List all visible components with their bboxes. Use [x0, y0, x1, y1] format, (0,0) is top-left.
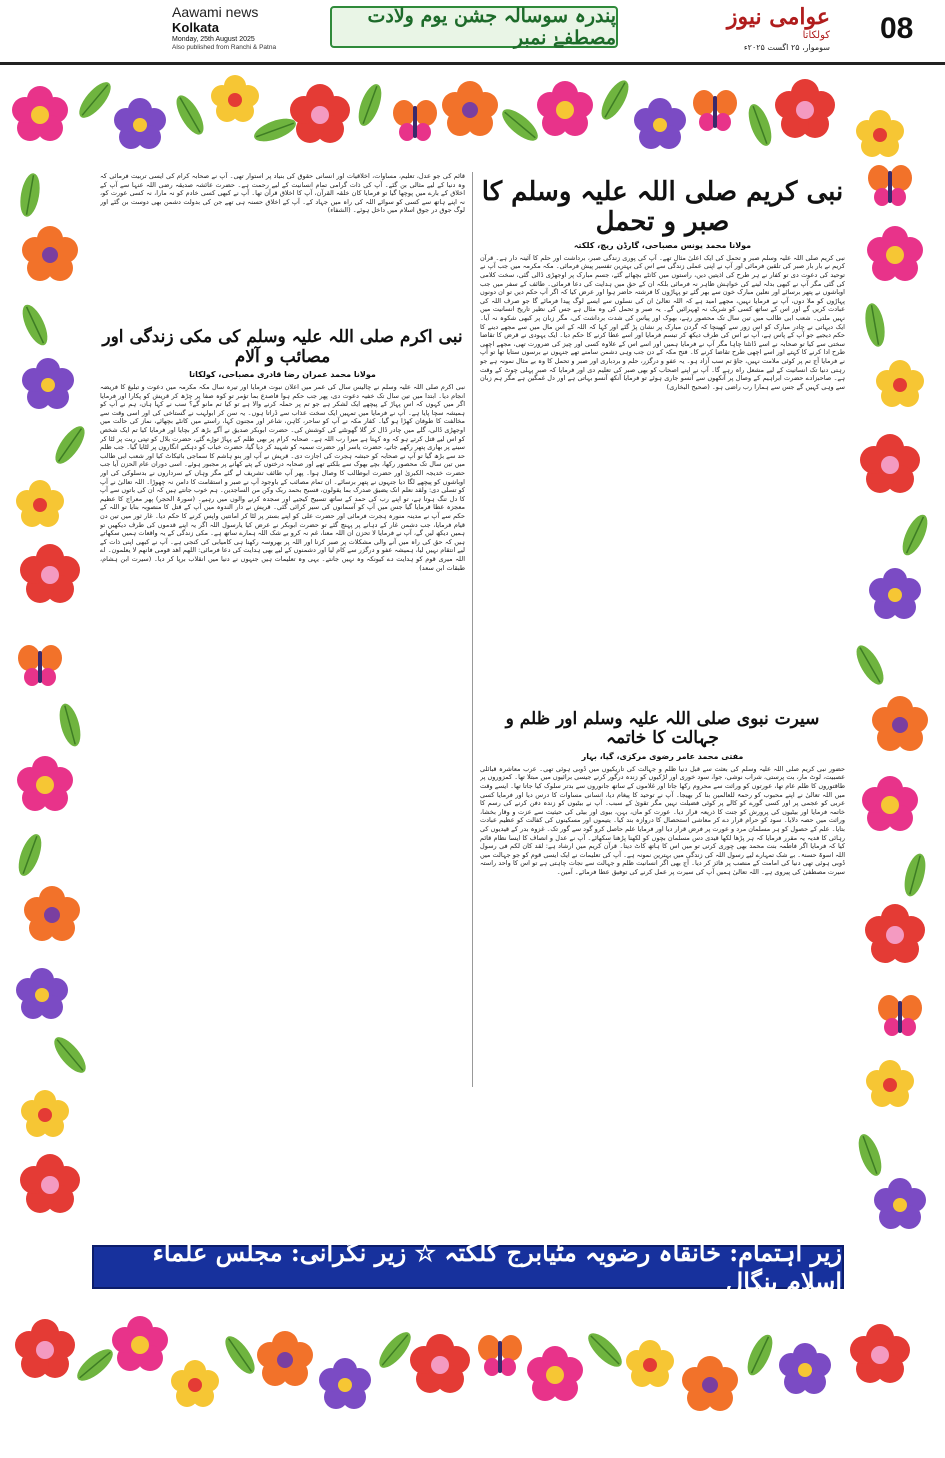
article-seerah-justice-headline: سیرت نبوی صلی اللہ علیہ وسلم اور ظلم و جہالت کا خاتمہ — [505, 708, 820, 749]
newspaper-logo-title: عوامی نیوز — [726, 4, 830, 30]
sponsor-strip — [92, 1238, 844, 1296]
masthead-edition-block — [172, 4, 322, 52]
article-patience-headline: نبی کریم صلی اللہ علیہ وسلم کا صبر و تحمل — [481, 177, 844, 237]
column-divider — [472, 172, 473, 1087]
newspaper-logo — [690, 4, 830, 54]
special-issue-banner: پندرہ سوسالہ جشن یوم ولادت مصطفےٰ نمبر — [330, 6, 618, 48]
article-makki-life-byline: مولانا محمد عمران رضا قادری مصباحی، کولکاتا — [189, 370, 376, 380]
right-column — [480, 172, 845, 1087]
sponsor-strip-text: زیر اہتمام: خانقاہ رضویہ مٹیابرج کلکتہ ☆ زیر نگرانی: مجلس علماء اسلام بنگال — [152, 1238, 842, 1296]
newspaper-logo-city: کولکاتا — [802, 30, 830, 41]
article-patience-body: نبی کریم صلی اللہ علیہ وسلم صبر و تحمل کی ایک اعلیٰ مثال تھے۔ آپ کی پوری زندگی صبر، برداشت اور حلم کا آئینہ دار ہے۔ قرآن کریم نے بار بار صبر کی تلقین فرمائی اور آپ نے اپنی عملی زندگی سے اس کی بہترین تفسیر پیش فرمائی۔ مکہ مکرمہ میں جب آپ نے توحید کی دعوت دی تو کفار نے ہر طرح کی اذیتیں دیں، راستوں میں کانٹے بچھائے گئے، جسم مبارک پر اوجھڑی ڈالی گئی، سخت کلامی کی گئی مگر آپ نے کبھی بدلہ لینے کی خواہش ظاہر نہ فرمائی بلکہ ان کے حق میں ہدایت کی دعا فرمائی۔ طائف کے سفر میں جب اوباشوں نے پتھر برسائے اور نعلین مبارک خون سے بھر گئے تو پہاڑوں کا فرشتہ حاضر ہوا اور عرض کیا کہ اگر آپ حکم دیں تو ان دونوں پہاڑوں کو ملا دوں، آپ نے فرمایا نہیں، مجھے امید ہے کہ اللہ تعالیٰ ان کی نسلوں سے ایسے لوگ پیدا فرمائے گا جو صرف اللہ کی عبادت کریں گے اور اس کے ساتھ کسی کو شریک نہ ٹھہرائیں گے۔ یہ صبر و تحمل کی وہ مثال ہے جس کی نظیر تاریخ انسانیت میں نہیں ملتی۔ شعب ابی طالب میں تین سال تک محصور رہے، بھوک اور پیاس کی شدت برداشت کی، مگر زبان پر کبھی شکوہ نہ آیا۔ ایک دیہاتی نے چادر مبارک کو اس زور سے کھینچا کہ گردن مبارک پر نشان پڑ گئے اور کہا کہ اللہ کے اس مال میں سے مجھے دینے کا حکم دیجیے جو آپ کے پاس ہے، آپ نے اس کی طرف دیکھ کر تبسم فرمایا اور اسے عطا کرنے کا حکم دیا۔ ایک یہودی نے قرض کا تقاضا سختی سے کیا تو صحابہ نے اسے ڈانٹنا چاہا مگر آپ نے فرمایا ہمیں اور اسے اس کے علاوہ کسی اور چیز کی ضرورت تھی، مجھے اچھی طرح ادا کرنے کا کہتے اور اسے اچھی طرح تقاضا کرنے کا۔ فتح مکہ کے دن جب وہی دشمن سامنے تھے جنہوں نے برسوں ستایا تھا تو آپ نے فرمایا آج تم پر کوئی ملامت نہیں، جاؤ تم سب آزاد ہو۔ یہ عفو و درگزر، حلم و بردباری اور صبر و تحمل کا وہ بے مثال نمونہ ہے جو رہتی دنیا تک انسانیت کے لیے مشعل راہ رہے گا۔ آپ نے اپنے اصحاب کو بھی صبر کی تعلیم دی اور فرمایا کہ صبر پہلی چوٹ کے وقت ہے۔ صاحبزادے حضرت ابراہیم کے وصال پر آنکھوں سے آنسو جاری ہوئے تو فرمایا آنکھ آنسو بہاتی ہے اور دل غمگین ہے مگر ہم زبان سے وہی کہیں گے جس سے ہمارا رب راضی ہو۔ (صحیح البخاری) — [480, 253, 845, 391]
article-area — [100, 172, 845, 1087]
article-seerah-justice-byline: مفتی محمد عامر رضوی مرکزی، گیا، بہار — [581, 751, 744, 761]
article-makki-life-body: نبی اکرم صلی اللہ علیہ وسلم نے چالیس سال کی عمر میں اعلان نبوت فرمایا اور تیرہ سال مکہ مکرمہ میں دعوت و تبلیغ کا فریضہ انجام دیا۔ ابتدا میں تین سال تک خفیہ دعوت دی، پھر جب حکم ہوا فاصدع بما تؤمر تو کوہ صفا پر چڑھ کر قریش کو پکارا اور فرمایا اگر میں کہوں کہ اس پہاڑ کے پیچھے ایک لشکر ہے جو تم پر حملہ کرنے والا ہے تو کیا تم مانو گے؟ سب نے کہا ہاں، ہم نے آپ کو ہمیشہ سچا پایا ہے۔ آپ نے فرمایا میں تمہیں ایک سخت عذاب سے ڈراتا ہوں۔ یہ سن کر ابولہب نے گستاخی کی اور اسی وقت سے مخالفت کا طوفان کھڑا ہو گیا۔ کفار مکہ نے آپ کو ساحر، کاہن، شاعر اور مجنون کہا، راستے میں کانٹے بچھائے، نماز کی حالت میں اوجھڑی ڈالی، گلے میں چادر ڈال کر گلا گھونٹنے کی کوشش کی۔ حضرت ابوبکر صدیق نے آگے بڑھ کر بچایا اور فرمایا کیا تم ایک شخص کو اس لیے قتل کرتے ہو کہ وہ کہتا ہے میرا رب اللہ ہے۔ صحابہ کرام پر بھی ظلم کے پہاڑ توڑے گئے، حضرت بلال کو تپتی ریت پر لٹا کر سینے پر بھاری پتھر رکھے جاتے، حضرت یاسر اور حضرت سمیہ کو شہید کر دیا گیا، حضرت خباب کو دہکتے انگاروں پر لٹایا گیا۔ جب ظلم حد سے بڑھ گیا تو آپ نے صحابہ کو حبشہ ہجرت کی اجازت دی۔ قریش نے آپ اور بنو ہاشم کا سماجی بائیکاٹ کیا اور شعب ابی طالب میں تین سال تک محصور رکھا، بچے بھوک سے بلکتے تھے اور صحابہ درختوں کے پتے کھانے پر مجبور ہوئے۔ اسی دوران عام الحزن آیا جب حضرت خدیجہ الکبریٰ اور حضرت ابوطالب کا وصال ہوا۔ پھر آپ طائف تشریف لے گئے مگر وہاں کے سرداروں نے بدسلوکی کی اور اوباشوں کو پیچھے لگا دیا جنہوں نے پتھر برسائے۔ ان تمام مصائب کے باوجود آپ نے صبر و استقامت کا دامن نہ چھوڑا۔ اللہ تعالیٰ نے آپ کو تسلی دی: ولقد نعلم انک یضیق صدرک بما یقولون، فسبح بحمد ربک وکن من الساجدین۔ ہم خوب جانتے ہیں کہ ان کی باتوں سے آپ کا دل تنگ ہوتا ہے، تو اپنے رب کی حمد کے ساتھ تسبیح کیجیے اور سجدہ کرنے والوں میں رہیے۔ (سورۃ الحجر) پھر معراج کا عظیم معجزہ عطا فرمایا گیا جس میں آپ کو آسمانوں کی سیر کرائی گئی۔ قریش نے دار الندوہ میں آپ کے قتل کا منصوبہ بنایا تو اللہ کے حکم سے آپ نے مدینہ منورہ ہجرت فرمائی اور حضرت علی کو اپنے بستر پر لٹا کر امانتیں واپس کرنے کا حکم دیا۔ غار ثور میں تین دن قیام فرمایا، جب دشمن غار کے دہانے پر پہنچ گئے تو حضرت ابوبکر نے عرض کیا یارسول اللہ اگر یہ اپنے قدموں کی طرف دیکھیں تو ہمیں دیکھ لیں گے، آپ نے فرمایا لا تحزن ان اللہ معنا، غم نہ کرو بے شک اللہ ہمارے ساتھ ہے۔ مکی زندگی کے یہ واقعات ہمیں سکھاتے ہیں کہ حق کی راہ میں آنے والی مشکلات پر صبر کرنا اور اللہ پر بھروسہ رکھنا ہی کامیابی کی کنجی ہے۔ آپ نے کبھی اپنی ذات کے لیے انتقام نہیں لیا، ہمیشہ عفو و درگزر سے کام لیا اور دشمنوں کے لیے بھی ہدایت کی دعا فرمائی: اللھم اھد قومی فانھم لا یعلمون۔ اے اللہ میری قوم کو ہدایت دے کیونکہ وہ نہیں جانتے۔ یہی وہ تعلیمات ہیں جنہوں نے دنیا میں انقلاب برپا کر دیا۔ (سیرت ابن ہشام، طبقات ابن سعد) — [100, 383, 465, 572]
left-column — [100, 172, 465, 1087]
masthead-brand: Aawami news — [172, 4, 259, 20]
article-seerah-justice — [480, 710, 845, 1145]
article-patience — [480, 178, 845, 704]
page-number: 08 — [880, 12, 914, 45]
masthead-also-published: Also published from Ranchi & Patna — [172, 44, 277, 51]
masthead — [0, 0, 945, 62]
masthead-city: Kolkata — [172, 20, 219, 35]
article-makki-life — [100, 328, 465, 1073]
newspaper-urdu-date: سوموار، ۲۵ اگست ۲۰۲۵ء — [743, 43, 830, 52]
article-makki-life-headline: نبی اکرم صلی اللہ علیہ وسلم کی مکی زندگی اور مصائب و آلام — [102, 327, 463, 367]
article-intro-continuation: قائم کی جو عدل، تعلیم، مساوات، اخلاقیات اور انسانی حقوق کی بنیاد پر استوار تھی۔ آپ نے صحابہ کرام کی ایسی تربیت فرمائی کہ وہ دنیا کے لیے مثالی بن گئے۔ آپ کی ذات گرامی تمام انسانیت کے لیے رحمت ہے۔ حضرت عائشہ صدیقہ رضی اللہ عنہا سے آپ کے اخلاق کے بارے میں پوچھا گیا تو فرمایا کان خلقہ القرآن، آپ کا اخلاق قرآن تھا۔ آپ نے کبھی کسی خادم کو نہ مارا، نہ کسی عورت کو، نہ اپنے ہاتھ سے کسی کو سوائے اللہ کی راہ میں جہاد کے۔ آپ کے اخلاق حسنہ ہی تھے جن کی بدولت دشمن بھی دوست بن گئے اور لوگ جوق در جوق اسلام میں داخل ہوئے۔ (الشفاء) — [100, 172, 465, 215]
article-patience-byline: مولانا محمد یونس مصباحی، گارڈن ریچ، کلکتہ — [573, 240, 752, 250]
masthead-date: Monday, 25th August 2025 — [172, 36, 255, 43]
article-seerah-justice-body: حضور نبی کریم صلی اللہ علیہ وسلم کی بعثت سے قبل دنیا ظلم و جہالت کی تاریکیوں میں ڈوبی ہوئی تھی۔ عرب معاشرہ قبائلی عصبیت، لوٹ مار، بت پرستی، شراب نوشی، جوا، سود خوری اور لڑکیوں کو زندہ درگور کرنے جیسی برائیوں میں مبتلا تھا۔ کمزوروں پر طاقتوروں کا ظلم عام تھا، عورتوں کو وراثت سے محروم رکھا جاتا اور غلاموں کے ساتھ جانوروں سے بدتر سلوک کیا جاتا تھا۔ ایسے وقت میں اللہ تعالیٰ نے اپنے محبوب کو رحمۃ للعالمین بنا کر بھیجا۔ آپ نے توحید کا پیغام دیا، انسانی مساوات کا درس دیا اور فرمایا کسی عربی کو عجمی پر اور کسی گورے کو کالے پر کوئی فضیلت نہیں مگر تقویٰ کے سبب۔ آپ نے بیٹیوں کو زندہ دفن کرنے کی رسم کا خاتمہ فرمایا اور بیٹیوں کی پرورش کو جنت کا ذریعہ قرار دیا۔ عورت کو ماں، بہن، بیوی اور بیٹی کی حیثیت سے عزت و وقار بخشا، وراثت میں حصہ دلایا۔ سود کو حرام قرار دے کر معاشی استحصال کا دروازہ بند کیا۔ یتیموں اور مسکینوں کی کفالت کو عظیم عبادت بتایا۔ علم کے حصول کو ہر مسلمان مرد و عورت پر فرض قرار دیا اور فرمایا علم حاصل کرو گود سے گور تک۔ غزوہ بدر کے قیدیوں کی رہائی کا فدیہ یہ مقرر فرمایا کہ ہر پڑھا لکھا قیدی دس مسلمان بچوں کو لکھنا پڑھنا سکھائے۔ آپ نے عدل و انصاف کا ایسا نظام قائم کیا کہ فرمایا اگر فاطمہ بنت محمد بھی چوری کرتی تو میں اس کا ہاتھ کاٹ دیتا۔ قرآن کریم میں ارشاد ہے: لقد کان لکم فی رسول اللہ اسوۃ حسنۃ۔ بے شک تمہارے لیے رسول اللہ کی زندگی میں بہترین نمونہ ہے۔ آپ کی تعلیمات نے ایک ایسی قوم کو جو جہالت میں ڈوبی ہوئی تھی دنیا کی امامت کے منصب پر فائز کر دیا۔ آج بھی اگر انسانیت ظلم و جہالت سے نجات چاہتی ہے تو اس کا واحد راستہ سیرت مصطفیٰ کی پیروی ہے۔ اللہ تعالیٰ ہمیں آپ کی سیرت پر عمل کرنے کی توفیق عطا فرمائے۔ آمین۔ — [480, 764, 845, 876]
